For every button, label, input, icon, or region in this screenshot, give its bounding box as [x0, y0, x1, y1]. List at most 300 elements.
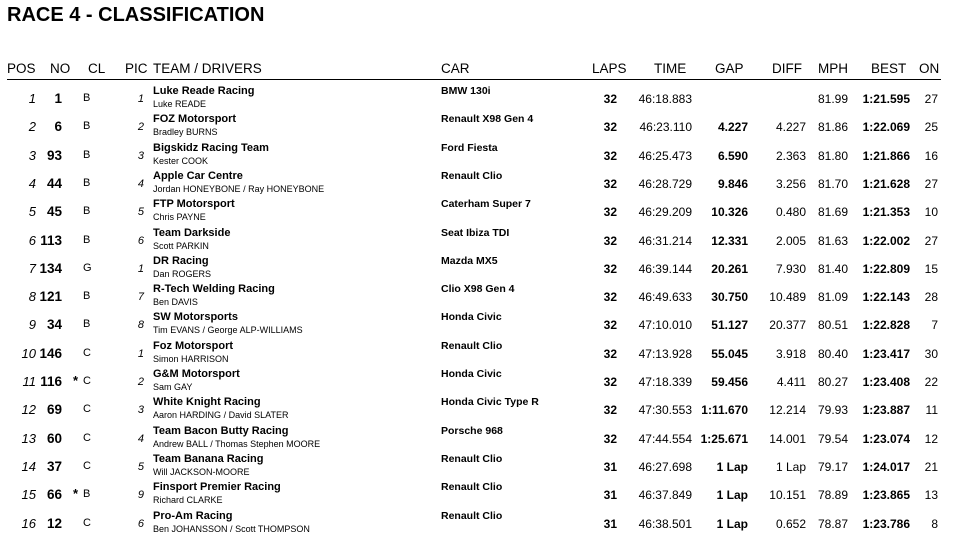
- driver-separator: /: [207, 438, 216, 449]
- cell-car: Honda Civic: [441, 368, 502, 380]
- cell-team: G&M Motorsport: [153, 368, 240, 380]
- cell-mph: 80.40: [817, 346, 848, 361]
- cell-cl: C: [83, 516, 91, 529]
- driver-first-name: Tim: [153, 325, 168, 336]
- cell-cl: B: [83, 233, 91, 246]
- driver-first-name: Luke: [153, 99, 173, 109]
- cell-best: 1:23.417: [862, 346, 910, 361]
- cell-pic: 4: [137, 177, 144, 190]
- cell-pic: 8: [137, 319, 144, 332]
- cell-pos: 1: [28, 91, 36, 106]
- cell-time: 46:28.729: [638, 176, 692, 191]
- cell-pos: 16: [21, 515, 36, 531]
- cell-best: 1:21.866: [862, 148, 910, 163]
- cell-cl: B: [83, 120, 91, 133]
- cell-cl: B: [83, 176, 91, 189]
- cell-laps: 31: [603, 488, 617, 503]
- cell-best: 1:23.887: [862, 403, 910, 418]
- driver-first-name: Ray: [248, 183, 265, 194]
- table-row: [0, 279, 954, 307]
- cell-pos: 13: [21, 430, 36, 446]
- driver-last-name: JOHANSSON: [171, 523, 228, 534]
- cell-mph: 78.87: [817, 516, 848, 531]
- driver-separator: /: [240, 183, 249, 194]
- cell-pos: 15: [21, 487, 36, 503]
- cell-mph: 79.17: [817, 459, 848, 474]
- table-row: [0, 449, 954, 477]
- cell-laps: 32: [603, 290, 617, 305]
- cell-drivers: [153, 354, 229, 364]
- cell-on: 22: [924, 375, 938, 389]
- page-title: RACE 4 - CLASSIFICATION: [7, 4, 265, 26]
- header-pic: PIC: [125, 61, 148, 76]
- cell-on: 10: [924, 205, 938, 220]
- cell-laps: 32: [603, 92, 617, 106]
- cell-gap: 1 Lap: [716, 459, 748, 474]
- cell-best: 1:23.786: [862, 516, 910, 531]
- cell-pos: 8: [28, 289, 36, 305]
- driver-last-name: BURNS: [186, 127, 218, 138]
- cell-diff: 10.489: [769, 290, 806, 305]
- cell-gap: 20.261: [711, 261, 748, 276]
- cell-diff: 14.001: [769, 431, 806, 446]
- cell-laps: 32: [603, 403, 617, 418]
- cell-gap: 1 Lap: [716, 516, 748, 531]
- cell-no: 121: [39, 289, 62, 305]
- cell-cl: B: [83, 290, 91, 303]
- cell-team: FTP Motorsport: [153, 198, 235, 211]
- driver-last-name: EVANS: [170, 325, 201, 336]
- cell-car: Porsche 968: [441, 424, 503, 437]
- cell-pos: 6: [28, 232, 36, 248]
- table-row: [0, 223, 954, 251]
- cell-diff: 12.214: [769, 403, 806, 418]
- cell-on: 28: [924, 290, 938, 305]
- cell-no: 44: [46, 175, 62, 191]
- cell-pic: 5: [137, 206, 144, 219]
- cell-car: Renault Clio: [441, 452, 503, 465]
- cell-gap: 9.846: [717, 176, 748, 191]
- cell-drivers: [153, 269, 211, 279]
- cell-best: 1:23.074: [862, 431, 910, 446]
- driver-first-name: Andrew: [153, 438, 184, 449]
- cell-team: Pro-Am Racing: [153, 509, 233, 522]
- cell-no: 69: [46, 402, 62, 418]
- table-row: [0, 138, 954, 166]
- table-row: [0, 364, 954, 392]
- cell-gap: 12.331: [711, 233, 748, 248]
- driver-first-name: Thomas Stephen: [215, 438, 284, 449]
- cell-no: 146: [39, 345, 62, 361]
- cell-drivers: [153, 297, 198, 307]
- cell-time: 47:44.554: [638, 431, 692, 446]
- cell-cl: C: [83, 346, 91, 359]
- cell-pic: 2: [137, 376, 144, 388]
- cell-time: 47:10.010: [638, 318, 692, 333]
- cell-mph: 81.09: [817, 290, 848, 305]
- cell-drivers: [153, 156, 208, 166]
- cell-best: 1:22.069: [862, 120, 910, 135]
- cell-team: R-Tech Welding Racing: [153, 283, 275, 296]
- cell-cl: B: [83, 488, 91, 501]
- cell-diff: 3.918: [775, 346, 806, 361]
- cell-team: Luke Reade Racing: [153, 85, 255, 97]
- driver-last-name: HARRISON: [181, 353, 229, 364]
- cell-mph: 81.86: [817, 120, 848, 135]
- header-time: TIME: [654, 61, 687, 76]
- driver-first-name: Simon: [153, 353, 179, 364]
- cell-best: 1:21.628: [862, 176, 910, 191]
- cell-cl: B: [83, 205, 91, 218]
- cell-time: 46:31.214: [638, 233, 692, 248]
- cell-time: 46:25.473: [638, 148, 692, 163]
- cell-diff: 4.227: [775, 120, 806, 135]
- cell-pic: 3: [137, 149, 144, 162]
- cell-no: 12: [46, 515, 62, 531]
- cell-mph: 81.99: [817, 92, 848, 106]
- header-divider: [7, 79, 941, 80]
- cell-gap: 59.456: [711, 375, 748, 389]
- cell-on: 25: [924, 120, 938, 135]
- cell-pic: 1: [137, 262, 144, 275]
- driver-last-name: GAY: [174, 382, 193, 392]
- cell-no: 66: [46, 487, 62, 503]
- cell-cl: C: [83, 431, 91, 444]
- table-row: [0, 307, 954, 335]
- cell-mph: 79.54: [817, 431, 848, 446]
- cell-on: 12: [924, 431, 938, 446]
- cell-pic: 1: [137, 93, 144, 105]
- driver-last-name: ALP-WILLIAMS: [239, 325, 303, 336]
- driver-first-name: George: [207, 325, 238, 336]
- cell-cl: C: [83, 459, 91, 472]
- cell-diff: 3.256: [775, 176, 806, 191]
- cell-no: 60: [46, 430, 62, 446]
- cell-best: 1:22.002: [862, 233, 910, 248]
- driver-last-name: READE: [175, 99, 207, 109]
- cell-car: BMW 130i: [441, 85, 491, 97]
- cell-laps: 32: [603, 205, 617, 220]
- header-team: TEAM / DRIVERS: [153, 61, 262, 76]
- cell-mph: 78.89: [817, 488, 848, 503]
- cell-time: 46:39.144: [638, 261, 692, 276]
- cell-drivers: [153, 495, 223, 505]
- cell-star: *: [73, 486, 79, 502]
- cell-car: Mazda MX5: [441, 254, 498, 267]
- cell-team: Finsport Premier Racing: [153, 481, 281, 494]
- cell-pos: 12: [21, 402, 36, 418]
- cell-car: Clio X98 Gen 4: [441, 283, 515, 296]
- cell-diff: 7.930: [775, 261, 806, 276]
- cell-pos: 14: [21, 458, 36, 474]
- driver-last-name: PARKIN: [176, 240, 209, 251]
- cell-cl: C: [83, 403, 91, 416]
- driver-last-name: BALL: [186, 438, 208, 449]
- cell-diff: 2.363: [775, 148, 806, 163]
- cell-drivers: [153, 99, 206, 109]
- cell-mph: 81.40: [817, 261, 848, 276]
- header-no: NO: [50, 61, 71, 76]
- driver-last-name: MOORE: [286, 438, 321, 449]
- cell-drivers: [153, 524, 310, 534]
- cell-cl: B: [83, 148, 91, 161]
- cell-no: 1: [54, 91, 62, 106]
- header-cl: CL: [88, 61, 106, 76]
- cell-pos: 4: [28, 175, 36, 191]
- driver-separator: /: [200, 325, 208, 336]
- cell-gap: 30.750: [711, 290, 748, 305]
- cell-gap: 6.590: [717, 148, 748, 163]
- driver-last-name: CLARKE: [186, 495, 223, 506]
- cell-cl: C: [83, 375, 91, 387]
- cell-mph: 81.70: [817, 176, 848, 191]
- cell-best: 1:22.828: [862, 318, 910, 333]
- cell-on: 8: [931, 516, 938, 531]
- cell-car: Renault Clio: [441, 169, 503, 182]
- cell-no: 45: [46, 204, 62, 220]
- cell-time: 46:18.883: [638, 92, 692, 106]
- cell-gap: 1:25.671: [700, 431, 748, 446]
- driver-first-name: Will: [153, 466, 168, 477]
- cell-diff: 4.411: [776, 375, 806, 389]
- table-row: [0, 477, 954, 505]
- cell-no: 116: [40, 374, 62, 389]
- cell-mph: 79.93: [817, 403, 848, 418]
- cell-pos: 5: [28, 204, 36, 220]
- header-mph: MPH: [818, 61, 848, 76]
- cell-gap: 55.045: [711, 346, 748, 361]
- cell-drivers: [153, 439, 320, 449]
- header-laps: LAPS: [592, 61, 627, 76]
- cell-laps: 31: [603, 516, 617, 531]
- table-row: [0, 506, 954, 534]
- cell-pic: 4: [137, 432, 144, 445]
- cell-team: FOZ Motorsport: [153, 113, 237, 126]
- header-pos: POS: [7, 61, 36, 76]
- cell-car: Renault Clio: [441, 339, 503, 352]
- driver-first-name: Dan: [153, 268, 170, 279]
- cell-diff: 2.005: [775, 233, 806, 248]
- table-row: [0, 109, 954, 137]
- cell-best: 1:22.809: [862, 261, 910, 276]
- cell-gap: 4.227: [717, 120, 748, 135]
- cell-team: Team Darkside: [153, 226, 231, 239]
- cell-time: 46:37.849: [638, 488, 692, 503]
- header-gap: GAP: [715, 61, 744, 76]
- cell-drivers: [153, 212, 206, 222]
- driver-last-name: DAVIS: [171, 297, 198, 308]
- driver-first-name: Aaron: [153, 410, 178, 421]
- cell-no: 113: [40, 232, 62, 248]
- cell-laps: 32: [603, 148, 617, 163]
- cell-pos: 11: [22, 374, 36, 389]
- cell-on: 27: [924, 233, 938, 248]
- cell-on: 15: [924, 261, 938, 276]
- cell-on: 30: [924, 346, 938, 361]
- cell-drivers: [153, 410, 288, 420]
- cell-on: 11: [925, 403, 938, 418]
- driver-first-name: Kester: [153, 155, 180, 166]
- cell-best: 1:22.143: [862, 290, 910, 305]
- table-row: [0, 166, 954, 194]
- cell-car: Renault Clio: [441, 481, 503, 494]
- cell-car: Renault Clio: [441, 509, 503, 522]
- driver-first-name: Ben: [153, 297, 170, 308]
- cell-pos: 10: [21, 345, 36, 361]
- cell-time: 46:27.698: [638, 459, 692, 474]
- table-row: [0, 194, 954, 222]
- cell-pic: 9: [137, 489, 144, 502]
- cell-laps: 32: [603, 261, 617, 276]
- cell-car: Renault X98 Gen 4: [441, 113, 534, 126]
- cell-team: Bigskidz Racing Team: [153, 141, 269, 154]
- cell-car: Ford Fiesta: [441, 141, 498, 154]
- driver-last-name: HONEYBONE: [266, 183, 325, 194]
- cell-laps: 32: [603, 375, 617, 389]
- cell-diff: 0.652: [775, 516, 806, 531]
- cell-on: 16: [924, 148, 938, 163]
- cell-pic: 5: [137, 460, 144, 473]
- cell-pos: 7: [28, 260, 36, 276]
- cell-laps: 32: [603, 431, 617, 446]
- cell-cl: B: [83, 318, 91, 331]
- cell-pos: 9: [28, 317, 36, 333]
- cell-diff: 20.377: [769, 318, 806, 333]
- driver-last-name: HONEYBONE: [183, 183, 241, 194]
- cell-diff: 0.480: [775, 205, 806, 220]
- cell-laps: 32: [603, 233, 617, 248]
- cell-mph: 80.51: [817, 318, 848, 333]
- cell-best: 1:23.865: [862, 488, 910, 503]
- cell-star: *: [73, 373, 79, 388]
- cell-team: Apple Car Centre: [153, 169, 243, 182]
- cell-laps: 32: [603, 120, 617, 135]
- cell-no: 134: [39, 260, 62, 276]
- table-row: [0, 421, 954, 449]
- driver-first-name: Scott: [153, 240, 174, 251]
- cell-team: White Knight Racing: [153, 396, 261, 409]
- driver-separator: /: [221, 410, 229, 421]
- cell-drivers: [153, 241, 209, 251]
- driver-last-name: JACKSON-MOORE: [170, 466, 250, 477]
- cell-pos: 3: [28, 147, 36, 163]
- cell-diff: 10.151: [769, 488, 806, 503]
- cell-time: 46:38.501: [638, 516, 692, 531]
- cell-team: Team Banana Racing: [153, 452, 264, 465]
- cell-time: 47:18.339: [638, 375, 692, 389]
- cell-pic: 3: [137, 404, 144, 417]
- cell-drivers: [153, 467, 250, 477]
- cell-drivers: [153, 382, 192, 392]
- cell-on: 27: [924, 92, 938, 106]
- table-row: [0, 81, 954, 109]
- cell-best: 1:23.408: [862, 375, 910, 389]
- cell-time: 46:23.110: [639, 120, 692, 135]
- cell-on: 21: [924, 459, 938, 474]
- header-car: CAR: [441, 61, 470, 76]
- cell-laps: 32: [603, 176, 617, 191]
- cell-drivers: [153, 127, 218, 137]
- cell-laps: 32: [603, 346, 617, 361]
- cell-mph: 81.80: [817, 148, 848, 163]
- driver-last-name: THOMPSON: [257, 523, 310, 534]
- cell-no: 37: [46, 458, 62, 474]
- cell-time: 47:30.553: [638, 403, 692, 418]
- cell-time: 47:13.928: [638, 346, 692, 361]
- cell-pic: 1: [137, 347, 144, 360]
- cell-car: Seat Ibiza TDI: [441, 226, 510, 239]
- driver-last-name: COOK: [181, 155, 209, 166]
- cell-mph: 81.69: [817, 205, 848, 220]
- cell-on: 27: [924, 176, 938, 191]
- cell-team: Team Bacon Butty Racing: [153, 424, 289, 437]
- cell-pic: 2: [137, 121, 144, 134]
- header-best: BEST: [871, 61, 907, 76]
- cell-team: SW Motorsports: [153, 311, 238, 324]
- table-row: [0, 251, 954, 279]
- cell-gap: 1 Lap: [716, 488, 748, 503]
- cell-no: 93: [46, 147, 62, 163]
- header-on: ON: [919, 61, 940, 76]
- cell-best: 1:21.595: [862, 92, 910, 106]
- cell-time: 46:49.633: [638, 290, 692, 305]
- driver-first-name: David: [228, 410, 252, 421]
- cell-laps: 32: [603, 318, 617, 333]
- cell-best: 1:21.353: [862, 205, 910, 220]
- cell-pos: 2: [28, 119, 36, 135]
- driver-first-name: Jordan: [153, 183, 181, 194]
- driver-first-name: Richard: [153, 495, 185, 506]
- driver-last-name: ROGERS: [172, 268, 212, 279]
- cell-drivers: [153, 184, 324, 194]
- driver-first-name: Bradley: [153, 127, 184, 138]
- driver-last-name: PAYNE: [176, 212, 206, 223]
- cell-team: DR Racing: [153, 254, 209, 267]
- cell-car: Caterham Super 7: [441, 198, 531, 211]
- cell-pic: 6: [137, 234, 144, 247]
- cell-on: 13: [924, 488, 938, 503]
- cell-diff: 1 Lap: [775, 459, 806, 474]
- cell-best: 1:24.017: [862, 459, 910, 474]
- cell-mph: 81.63: [817, 233, 848, 248]
- cell-gap: 10.326: [711, 205, 748, 220]
- cell-no: 6: [54, 119, 62, 135]
- driver-separator: /: [227, 523, 236, 534]
- cell-on: 7: [931, 318, 938, 333]
- driver-first-name: Ben: [153, 523, 170, 534]
- driver-last-name: HARDING: [179, 410, 222, 421]
- cell-mph: 80.27: [817, 375, 848, 389]
- cell-cl: B: [83, 92, 91, 104]
- cell-pic: 6: [137, 517, 144, 530]
- cell-gap: 1:11.670: [701, 403, 748, 418]
- cell-gap: 51.127: [711, 318, 748, 333]
- cell-laps: 31: [603, 459, 617, 474]
- cell-drivers: [153, 325, 303, 335]
- table-row: [0, 392, 954, 420]
- driver-first-name: Chris: [153, 212, 175, 223]
- cell-time: 46:29.209: [638, 205, 692, 220]
- table-row: [0, 336, 954, 364]
- driver-first-name: Scott: [235, 523, 256, 534]
- cell-car: Honda Civic Type R: [441, 396, 539, 409]
- cell-car: Honda Civic: [441, 311, 502, 324]
- driver-last-name: SLATER: [254, 410, 289, 421]
- cell-pic: 7: [137, 291, 144, 304]
- cell-cl: G: [83, 261, 92, 274]
- cell-team: Foz Motorsport: [153, 339, 234, 352]
- cell-no: 34: [46, 317, 62, 333]
